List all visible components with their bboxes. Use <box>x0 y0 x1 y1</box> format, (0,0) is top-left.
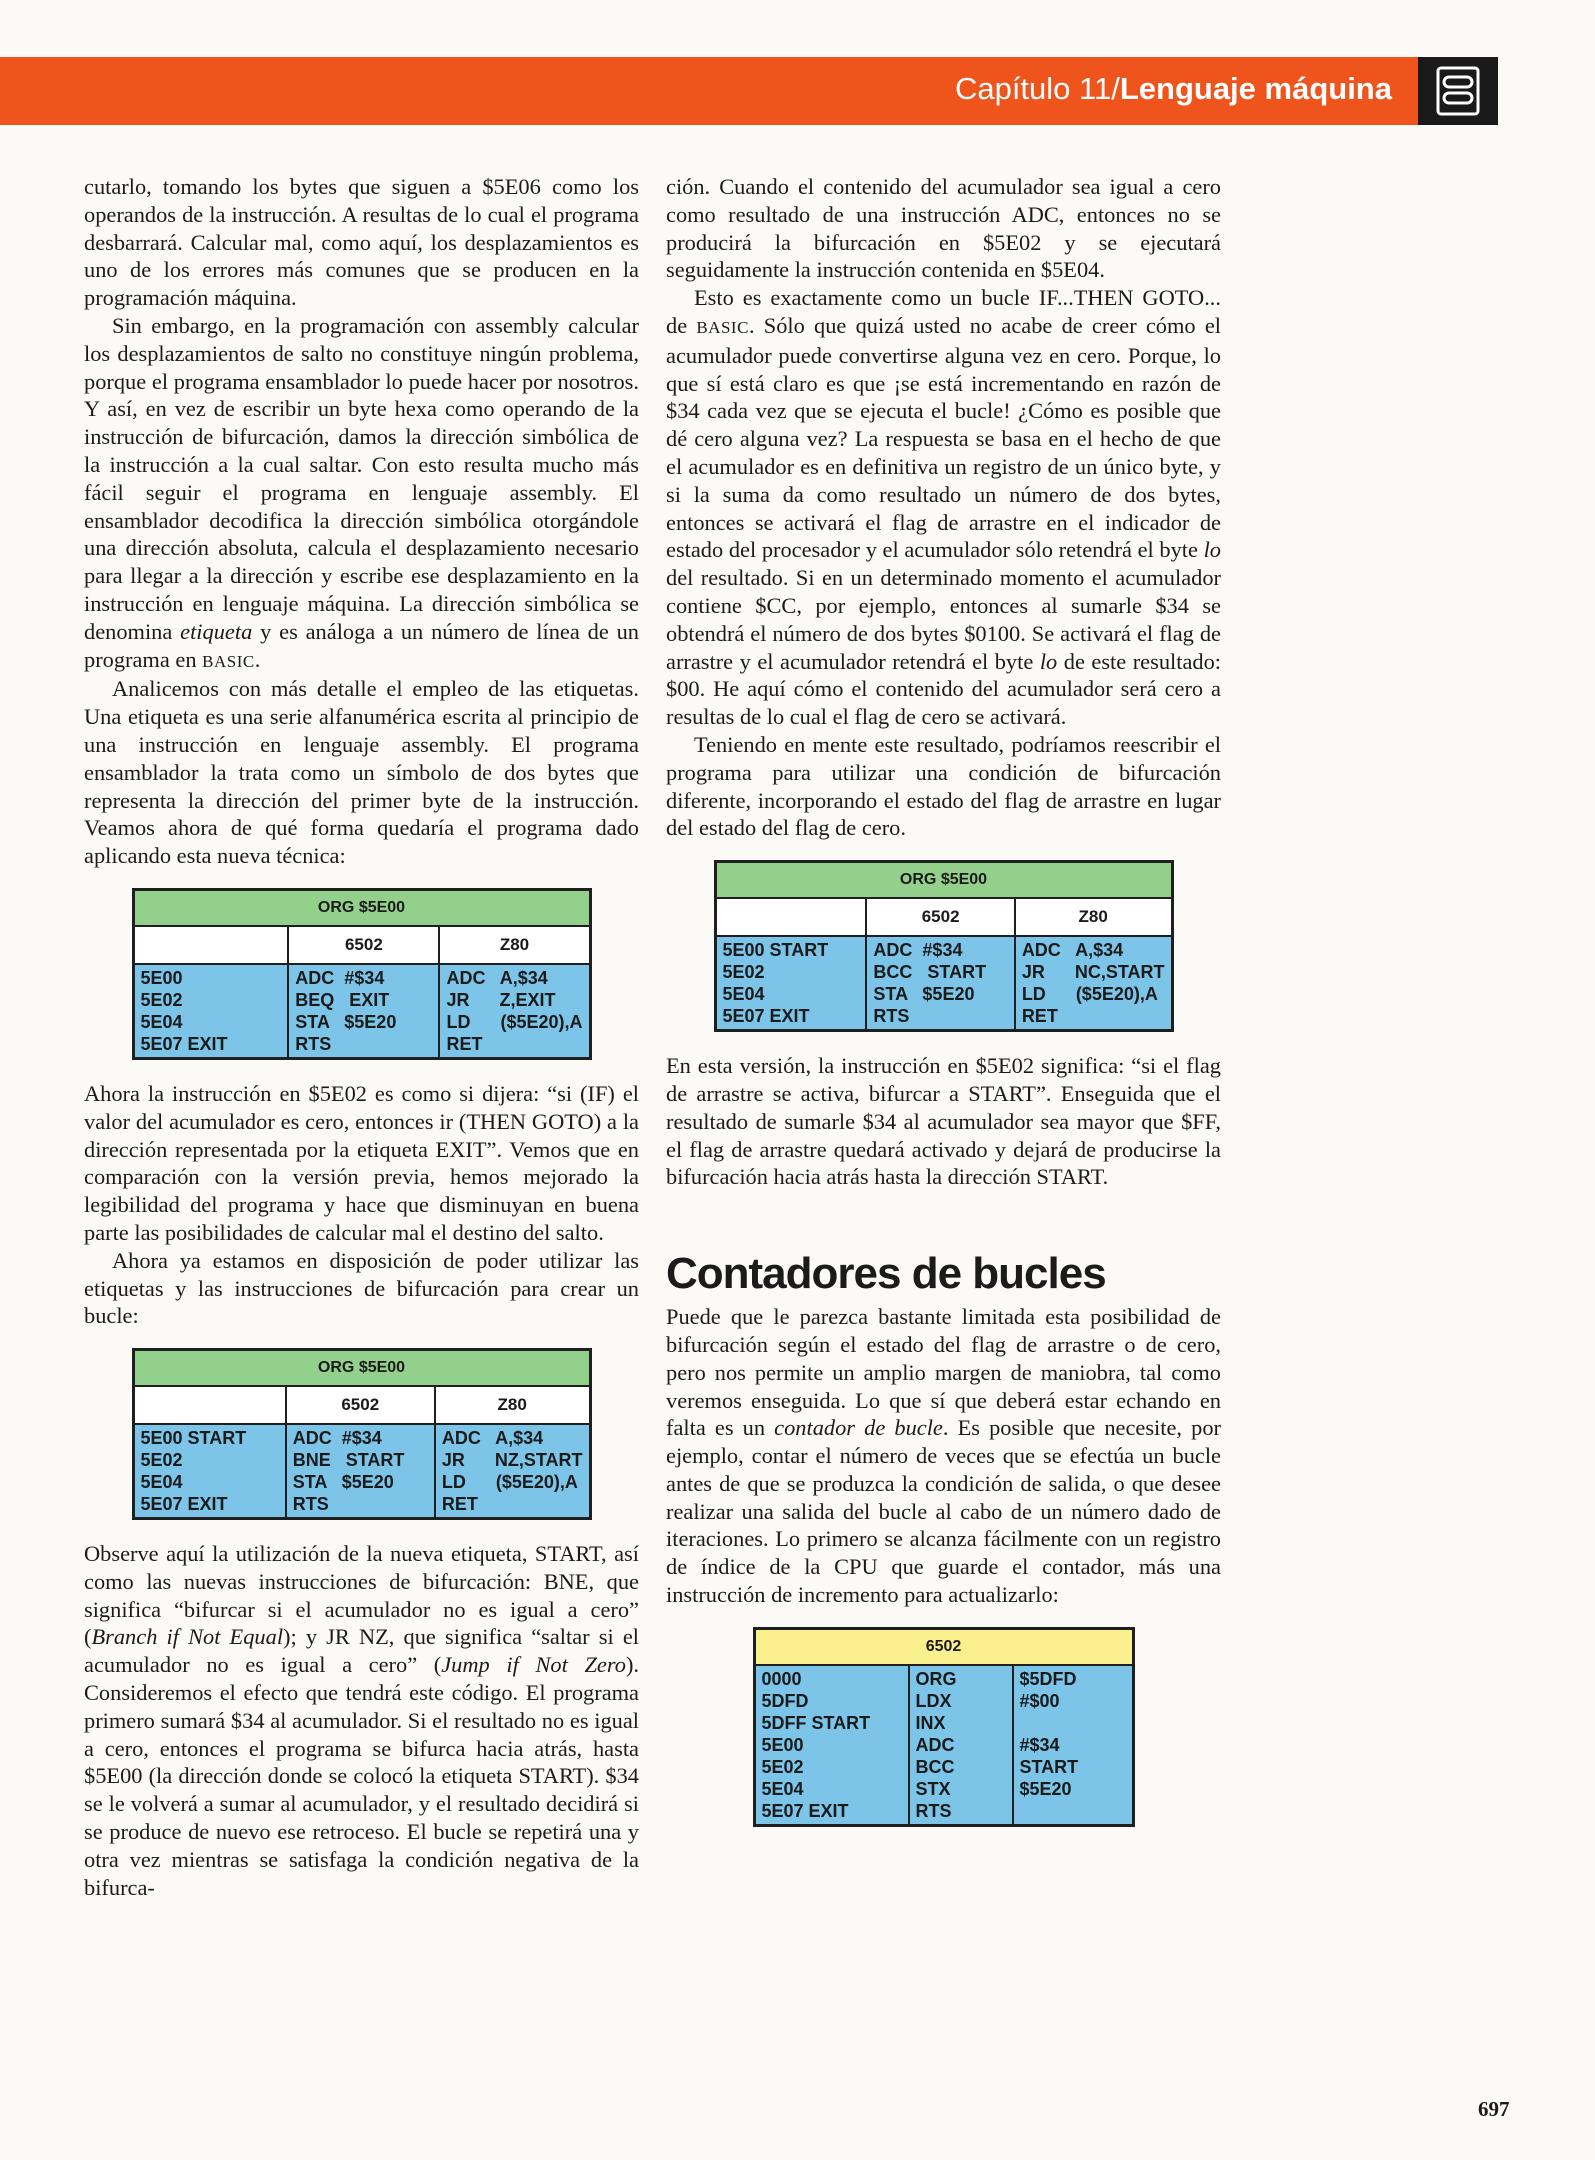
code-listing-1 <box>132 888 592 1060</box>
text-run: del resultado. Si en un determinado momento el acumulador contiene $CC, por ejemplo, entonces al sumarle $34 se obtendrá el número de dos bytes $0100. Se activará el flag de arrastre y el acumulador retendrá el byte <box>666 565 1221 674</box>
emphasis-contador-de-bucle: contador de bucle <box>774 1415 943 1441</box>
text-run: y es análoga a un número de línea de un programa en <box>84 618 639 672</box>
paragraph <box>84 312 639 675</box>
emphasis-jump-if-not-zero: Jump if Not Zero <box>441 1652 626 1678</box>
text-run: . Sólo que quizá usted no acabe de creer cómo el acumulador puede convertirse alguna vez en cero. Porque, lo que sí está claro es que ¡se está incrementando en razón de $34 cada vez que se ejecuta el bucle! ¿Cómo es posible que dé cero alguna vez? La respuesta se basa en el hecho de que el acumulador es en definitiva un registro de un único byte, y si la suma da como resultado un número de dos bytes, entonces se activará el flag de arrastre en el indicador de estado del procesador y el acumulador sólo retendrá el byte <box>666 312 1221 563</box>
org-header: ORG $5E00 <box>715 862 1172 899</box>
text-run: . Es posible que necesite, por ejemplo, contar el número de veces que se efectúa un bucle antes de que se produzca la condición de salida, o que desee realizar una salida del bucle al cabo de un número dado de iteraciones. Lo primero se alcanza fácilmente con un registro de índice de la CPU que guarde el contador, más una instrucción de incremento para actualizarlo: <box>666 1415 1221 1608</box>
address-labels: 5E00 START 5E02 5E04 5E07 EXIT <box>133 1424 286 1519</box>
chapter-icon-box <box>1418 57 1498 125</box>
address-labels: 5E00 START 5E02 5E04 5E07 EXIT <box>715 936 866 1031</box>
paragraph: Ahora ya estamos en disposición de poder utilizar las etiquetas y las instrucciones de bifurcación para crear un bucle: <box>84 1247 639 1329</box>
text-run: ). Consideremos el efecto que tendrá este código. El programa primero sumará $34 al acumulador. Si el resultado no es igual a cero, entonces el programa se bifurca hacia atrás, hasta $5E00 (la dirección donde se colocó la etiqueta START). $34 se le volverá a sumar al acumulador, y el resultado decidirá si se produce de nuevo ese retroceso. El bucle se repetirá una y otra vez mientras se satisfaga la condición negativa de la bifurca- <box>84 1652 639 1900</box>
paragraph: cutarlo, tomando los bytes que siguen a $5E06 como los operandos de la instrucción. A resultas de lo cual el programa desbarrará. Calcular mal, como aquí, los desplazamientos es uno de los errores más comunes que se producen en la programación máquina. <box>84 174 639 311</box>
code-listing-3 <box>714 860 1174 1032</box>
opcodes: ORG LDX INX ADC BCC STX RTS <box>909 1665 1013 1826</box>
left-column <box>84 173 639 1901</box>
label-header <box>715 898 866 936</box>
paragraph: Analicemos con más detalle el empleo de las etiquetas. Una etiqueta es una serie alfanumérica escrita al principio de una instrucción en lenguaje assembly. El programa ensamblador la trata como un símbolo de dos bytes que representa la dirección del primer byte de la instrucción. Veamos ahora de qué forma quedaría el programa dado aplicando esta nueva técnica: <box>84 676 639 869</box>
code-listing-2 <box>132 1348 592 1520</box>
cpu-6502-header: 6502 <box>286 1386 435 1424</box>
paragraph <box>666 1303 1221 1609</box>
paragraph: Ahora la instrucción en $5E02 es como si dijera: “si (IF) el valor del acumulador es cero, entonces ir (THEN GOTO) a la dirección representada por la etiqueta EXIT”. Vemos que en comparación con la versión previa, hemos mejorado la legibilidad del programa y hace que disminuyan en buena parte las posibilidades de calcular mal el destino del salto. <box>84 1080 639 1245</box>
text-run: Sin embargo, en la programación con assembly calcular los desplazamientos de salto no constituye ningún problema, porque el programa ensamblador lo puede hacer por nosotros. Y así, en vez de escribir un byte hexa como operando de la instrucción de bifurcación, damos la dirección simbólica de la instrucción a la cual saltar. Con esto resulta mucho más fácil seguir el programa en lenguaje assembly. El ensamblador decodifica la dirección simbólica otorgándole una dirección absoluta, calcula el desplazamiento necesario para llegar a la dirección y escribe ese desplazamiento en la instrucción en lenguaje máquina. La dirección simbólica se denomina <box>84 312 639 644</box>
chapter-title <box>955 71 1392 107</box>
address-labels: 5E00 5E02 5E04 5E07 EXIT <box>133 964 288 1059</box>
operands: $5DFD #$00 #$34 START $5E20 <box>1013 1665 1134 1826</box>
cpu-6502-header: 6502 <box>866 898 1014 936</box>
code-6502: ADC #$34 BNE START STA $5E20 RTS <box>286 1424 435 1519</box>
paragraph: Teniendo en mente este resultado, podríamos reescribir el programa para utilizar una condición de bifurcación diferente, incorporando el estado del flag de arrastre en lugar del estado del flag de cero. <box>666 731 1221 841</box>
small-caps-basic: BASIC <box>696 317 749 337</box>
emphasis-etiqueta: etiqueta <box>180 618 253 644</box>
emphasis-lo: lo <box>1203 537 1221 563</box>
chapter-header-bar <box>0 57 1418 125</box>
label-header <box>133 926 288 964</box>
page-number: 697 <box>1478 2097 1510 2121</box>
paragraph <box>666 284 1221 731</box>
paragraph <box>84 1540 639 1901</box>
paragraph: En esta versión, la instrucción en $5E02 significa: “si el flag de arrastre se activa, bifurcar a START”. Enseguida que el resultado de sumarle $34 al acumulador sea mayor que $FF, el flag de arrastre quedará activado y dejará de producirse la bifurcación hacia atrás hasta la dirección START. <box>666 1053 1221 1190</box>
text-run: ); y JR NZ, que significa “saltar si el acumulador no es igual a cero” ( <box>84 1624 639 1678</box>
cpu-z80-header: Z80 <box>435 1386 590 1424</box>
chapter-name: Lenguaje máquina <box>1119 71 1392 106</box>
paragraph: ción. Cuando el contenido del acumulador sea igual a cero como resultado de una instrucción ADC, entonces no se producirá la bifurcación en $5E02 y se ejecutará seguidamente la instrucción contenida en $5E04. <box>666 174 1221 283</box>
text-run: Puede que le parezca bastante limitada esta posibilidad de bifurcación según el estado del flag de arrastre o de cero, pero nos permite un amplio margen de maniobra, tal como veremos enseguida. Lo que sí que deberá estar echando en falta es un <box>666 1304 1221 1441</box>
code-z80: ADC A,$34 JR NC,START LD ($5E20),A RET <box>1015 936 1172 1031</box>
emphasis-branch-if-not-equal: Branch if Not Equal <box>91 1624 284 1650</box>
org-header: ORG $5E00 <box>133 889 590 926</box>
label-header <box>133 1386 286 1424</box>
org-header: ORG $5E00 <box>133 1350 590 1387</box>
code-6502: ADC #$34 BEQ EXIT STA $5E20 RTS <box>288 964 439 1059</box>
text-run: . <box>254 646 261 672</box>
code-z80: ADC A,$34 JR Z,EXIT LD ($5E20),A RET <box>439 964 590 1059</box>
text-run: Esto es exactamente como un bucle IF...THEN GOTO... de <box>666 285 1221 338</box>
small-caps-basic: BASIC <box>202 651 255 671</box>
code-6502: ADC #$34 BCC START STA $5E20 RTS <box>866 936 1014 1031</box>
address-labels: 0000 5DFD 5DFF START 5E00 5E02 5E04 5E07 EXIT <box>754 1665 909 1826</box>
section-heading: Contadores de bucles <box>666 1249 1106 1299</box>
right-column <box>666 173 1221 1847</box>
text-run: Observe aquí la utilización de la nueva etiqueta, START, así como las nuevas instrucciones de bifurcación: BNE, que significa “bifurcar si el acumulador no es igual a cero” ( <box>84 1541 639 1650</box>
cpu-6502-header: 6502 <box>288 926 439 964</box>
cpu-z80-header: Z80 <box>439 926 590 964</box>
code-z80: ADC A,$34 JR NZ,START LD ($5E20),A RET <box>435 1424 590 1519</box>
chapter-number: Capítulo 11/ <box>954 71 1120 106</box>
emphasis-lo: lo <box>1039 648 1058 674</box>
document-page-icon <box>1435 65 1481 117</box>
code-listing-4 <box>753 1627 1135 1827</box>
text-run: de este resultado: $00. He aquí cómo el contenido del acumulador será cero a resultas de lo cual el flag de cero se activará. <box>666 648 1222 730</box>
cpu-6502-header: 6502 <box>754 1628 1133 1665</box>
cpu-z80-header: Z80 <box>1015 898 1172 936</box>
